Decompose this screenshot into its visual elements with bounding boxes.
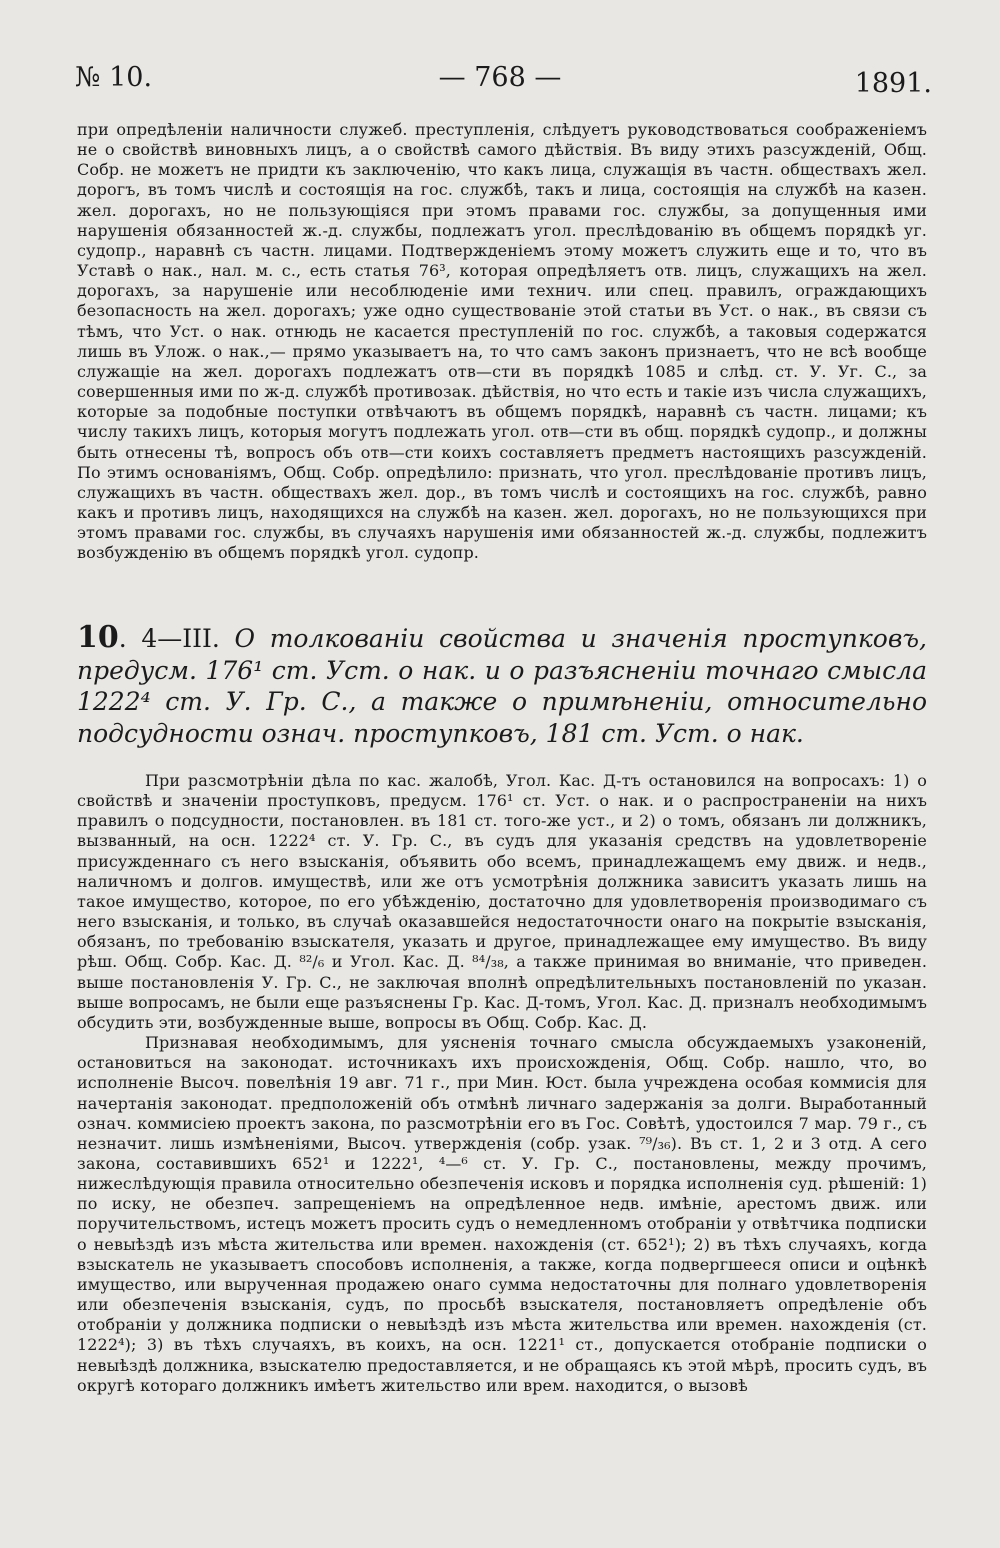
section-heading xyxy=(77,622,927,749)
year: 1891. xyxy=(854,68,932,99)
page-number: — 768 — xyxy=(438,62,562,93)
continued-paragraph: при опредѣленіи наличности служеб. преступленія, слѣдуетъ руководствоваться соображеніемъ не о свойствѣ виновныхъ лицъ, а о свойствѣ самого дѣйствія. Въ виду этихъ разсужденій, Общ. Собр. не можетъ не придти къ заключенію, что какъ лица, служащія въ частн. обществахъ жел. дорогъ, въ томъ числѣ и состоящія на гос. службѣ, такъ и лица, состоящія на службѣ на казен. жел. дорогахъ, но не пользующіяся при этомъ правами гос. службы, за допущенныя ими нарушенія обязанностей ж.-д. службы, подлежатъ угол. преслѣдованію въ общемъ порядкѣ уг. судопр., наравнѣ съ частн. лицами. Подтвержденіемъ этому можетъ служить еще и то, что въ Уставѣ о нак., нал. м. с., есть статья 76³, которая опредѣляетъ отв. лицъ, служащихъ на жел. дорогахъ, за нарушеніе или несоблюденіе ими технич. или спец. правилъ, ограждающихъ безопасность на жел. дорогахъ; уже одно существованіе этой статьи въ Уст. о нак., въ связи съ тѣмъ, что Уст. о нак. отнюдь не касается преступленій по гос. службѣ, а таковыя содержатся лишь въ Улож. о нак.,— прямо указываетъ на, то что самъ законъ признаетъ, что не всѣ вообще служащіе на жел. дорогахъ подлежатъ отв—сти въ порядкѣ 1085 и слѣд. ст. У. Уг. С., за совершенныя ими по ж-д. службѣ противозак. дѣйствія, но что есть и такіе изъ числа служащихъ, которые за подобные поступки отвѣчаютъ въ общемъ порядкѣ, наравнѣ съ частн. лицами; къ числу такихъ лицъ, которыя могутъ подлежать угол. отв—сти въ общ. порядкѣ судопр., и должны быть отнесены тѣ, вопросъ объ отв—сти коихъ составляетъ предметъ настоящихъ разсужденій. По этимъ основаніямъ, Общ. Собр. опредѣлило: признать, что угол. преслѣдованіе противъ лицъ, служащихъ въ частн. обществахъ жел. дор., въ томъ числѣ и состоящихъ на гос. службѣ, равно какъ и противъ лицъ, находящихся на службѣ на казен. жел. дорогахъ, но не пользующихся при этомъ правами гос. службы, въ случаяхъ нарушенія ими обязанностей ж.-д. службы, подлежитъ возбужденію въ общемъ порядкѣ угол. судопр. xyxy=(77,120,927,563)
section-body xyxy=(77,771,927,1396)
body-paragraph-2: Признавая необходимымъ, для уясненія точнаго смысла обсуждаемыхъ узаконеній, остановиться на законодат. источникахъ ихъ происхожденія, Общ. Собр. нашло, что, во исполненіе Высоч. повелѣнія 19 авг. 71 г., при Мин. Юст. была учреждена особая коммисія для начертанія законодат. предположеній объ отмѣнѣ личнаго задержанія за долги. Выработанный означ. коммисіею проектъ закона, по разсмотрѣніи его въ Гос. Совѣтѣ, удостоился 7 мар. 79 г., съ незначит. лишь измѣненіями, Высоч. утвержденія (собр. узак. ⁷⁹/₃₆). Въ ст. 1, 2 и 3 отд. А сего закона, составившихъ 652¹ и 1222¹, ⁴—⁶ ст. У. Гр. С., постановлены, между прочимъ, нижеслѣдующія правила относительно обезпеченія исковъ и порядка исполненія суд. рѣшеній: 1) по иску, не обезпеч. запрещеніемъ на опредѣленное недв. имѣніе, арестомъ движ. или поручительствомъ, истецъ можетъ просить судъ о немедленномъ отобраніи у отвѣтчика подписки о невыѣздѣ изъ мѣста жительства или времен. нахожденія (ст. 652¹); 2) въ тѣхъ случаяхъ, когда взыскатель не указываетъ способовъ исполненія, а также, когда подвергшееся описи и оцѣнкѣ имущество, или вырученная продажею онаго сумма недостаточны для полнаго удовлетворенія или обезпеченія взысканія, судъ, по просьбѣ взыскателя, постановляетъ опредѣленіе объ отобраніи у должника подписки о невыѣздѣ изъ мѣста жительства или времен. нахожденія (ст. 1222⁴); 3) въ тѣхъ случаяхъ, въ коихъ, на осн. 1221¹ ст., допускается отобраніе подписки о невыѣздѣ должника, взыскателю предоставляется, и не обращаясь къ этой мѣрѣ, просить судъ, въ округѣ котораго должникъ имѣетъ жительство или врем. находится, о вызовѣ xyxy=(77,1033,927,1395)
issue-number: № 10. xyxy=(75,62,153,93)
body-paragraph-1: При разсмотрѣніи дѣла по кас. жалобѣ, Угол. Кас. Д-тъ остановился на вопросахъ: 1) о свойствѣ и значеніи проступковъ, предусм. 176¹ ст. Уст. о нак. и о распространеніи на нихъ правилъ о подсудности, постановлен. въ 181 ст. того-же уст., и 2) о томъ, обязанъ ли должникъ, вызванный, на осн. 1222⁴ ст. У. Гр. С., въ судъ для указанія средствъ на удовлетвореніе присужденнаго съ него взысканія, объявить обо всемъ, принадлежащемъ ему движ. и недв., наличномъ и долгов. имуществѣ, или же отъ усмотрѣнія должника зависитъ указать лишь на такое имущество, которое, по его убѣжденію, достаточно для удовлетворенія производимаго съ него взысканія, и только, въ случаѣ оказавшейся недостаточности онаго на покрытіе взысканія, обязанъ, по требованію взыскателя, указать и другое, принадлежащее ему имущество. Въ виду рѣш. Общ. Собр. Кас. Д. ⁸²/₆ и Угол. Кас. Д. ⁸⁴/₃₈, а также принимая во вниманіе, что приведен. выше постановленія У. Гр. С., не заключая вполнѣ опредѣлительныхъ постановленій по указан. выше вопросамъ, не были еще разъяснены Гр. Кас. Д-томъ, Угол. Кас. Д. призналъ необходимымъ обсудить эти, возбужденные выше, вопросы въ Общ. Собр. Кас. Д. xyxy=(77,771,927,1032)
section-date: . 4—III. xyxy=(118,624,235,653)
section-number: 10 xyxy=(77,620,119,655)
page-header xyxy=(0,62,1000,102)
section-title: О толкованіи свойства и значенія проступковъ, предусм. 176¹ ст. Уст. о нак. и о разъясненіи точнаго смысла 1222⁴ ст. У. Гр. С., а также о примѣненіи, относительно подсудности означ. проступковъ, 181 ст. Уст. о нак. xyxy=(77,624,927,748)
